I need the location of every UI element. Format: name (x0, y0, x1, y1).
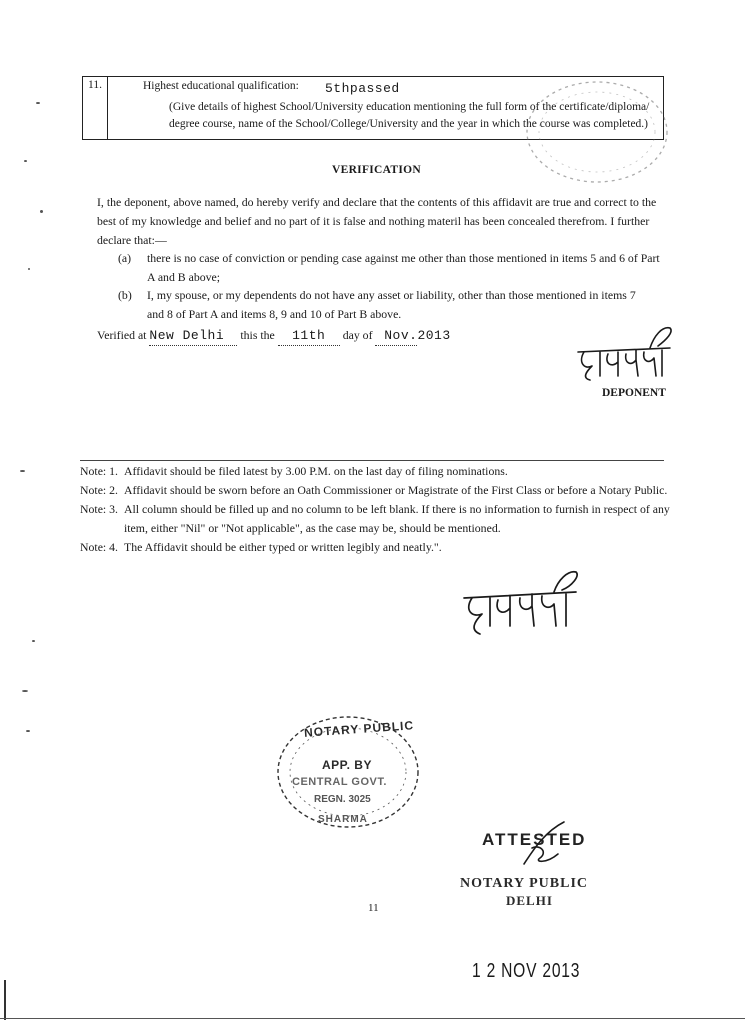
scan-speck (40, 210, 43, 213)
clause-a-line-1: there is no case of conviction or pending case against me other than those mentioned in items 5 and 6 of Part (147, 251, 660, 265)
deponent-signature (570, 318, 680, 388)
item-number-cell (83, 77, 108, 139)
attested-scribble (518, 818, 574, 870)
notary-public-label: NOTARY PUBLIC (460, 876, 589, 891)
notes-section (80, 462, 680, 557)
note-text: Affidavit should be filed latest by 3.00 P.M. on the last day of filing nominations. (124, 464, 508, 478)
notes-divider (80, 460, 664, 461)
scan-edge-mark (4, 980, 6, 1020)
scan-speck (22, 690, 28, 692)
note-text (124, 500, 670, 538)
clause-b-text (147, 286, 636, 324)
date-stamp: 1 2 NOV 2013 (472, 960, 581, 982)
note-text-line: All column should be filled up and no column to be left blank. If there is no information to furnish in respect of any (124, 502, 670, 516)
verified-month: Nov. (375, 326, 417, 346)
stamp-bottom-text: SHARMA (318, 814, 368, 825)
faint-stamp-top (515, 70, 675, 200)
qualification-label: Highest educational qualification: (143, 80, 299, 92)
day-of-label: day of (342, 328, 373, 342)
verification-line-3: declare that:— (97, 233, 167, 247)
attested-word: ATTESTED (482, 830, 587, 849)
qualification-instruction-2: degree course, name of the School/College/University and the year in which the course was completed.) (169, 118, 649, 130)
deponent-label: DEPONENT (602, 387, 666, 399)
item-number: 11. (88, 79, 102, 91)
stamp-line-1: APP. BY (322, 758, 372, 772)
note-item (80, 462, 680, 481)
this-the-label: this the (240, 328, 275, 342)
qualification-instruction-1: (Give details of highest School/University education mentioning the full form of the certificate/diploma/ (169, 101, 650, 113)
note-label: Note: 2. (80, 483, 119, 497)
clause-b-label: (b) (118, 288, 132, 302)
scan-speck (28, 268, 30, 270)
scan-speck (20, 470, 25, 472)
note-label: Note: 1. (80, 464, 119, 478)
stamp-line-2: CENTRAL GOVT. (292, 776, 387, 788)
scan-speck (26, 730, 30, 732)
verification-heading: VERIFICATION (332, 164, 422, 176)
verification-paragraph (97, 193, 677, 250)
verified-at-label: Verified at (97, 328, 147, 342)
note-item (80, 538, 680, 557)
page-number: 11 (368, 902, 379, 914)
qualification-value: 5thpassed (325, 81, 400, 96)
verified-year: 2013 (417, 328, 451, 343)
clause-b-line-1: I, my spouse, or my dependents do not have any asset or liability, other than those mentioned in items 7 (147, 288, 636, 302)
verified-day: 11th (278, 326, 340, 346)
scan-speck (32, 640, 35, 642)
second-signature (458, 568, 588, 640)
stamp-line-3: REGN. 3025 (314, 794, 371, 805)
verification-line-2: best of my knowledge and belief and no part of it is false and nothing materil has been concealed therefrom. I further (97, 214, 650, 228)
note-text: Affidavit should be sworn before an Oath Commissioner or Magistrate of the First Class or before a Notary Public. (124, 483, 668, 497)
delhi-label: DELHI (506, 893, 553, 908)
note-text: The Affidavit should be either typed or written legibly and neatly.". (124, 540, 442, 554)
scan-bottom-edge (0, 1018, 745, 1019)
scan-speck (36, 102, 40, 104)
note-label: Note: 4. (80, 540, 119, 554)
verified-place: New Delhi (149, 326, 237, 346)
clause-a-text (147, 249, 660, 287)
note-item (80, 500, 680, 538)
clause-a-line-2: A and B above; (147, 270, 221, 284)
scan-speck (24, 160, 27, 162)
verification-line-1: I, the deponent, above named, do hereby verify and declare that the contents of this affidavit are true and correct to the (97, 195, 657, 209)
note-item (80, 481, 680, 500)
note-text-line: item, either "Nil" or "Not applicable", as the case may be, should be mentioned. (124, 521, 501, 535)
clause-a-label: (a) (118, 251, 132, 265)
note-label: Note: 3. (80, 502, 119, 516)
verified-at-line (97, 326, 451, 346)
clause-b-line-2: and 8 of Part A and items 8, 9 and 10 of Part B above. (147, 307, 402, 321)
stamp-top-text: NOTARY PUBLIC (303, 718, 415, 740)
